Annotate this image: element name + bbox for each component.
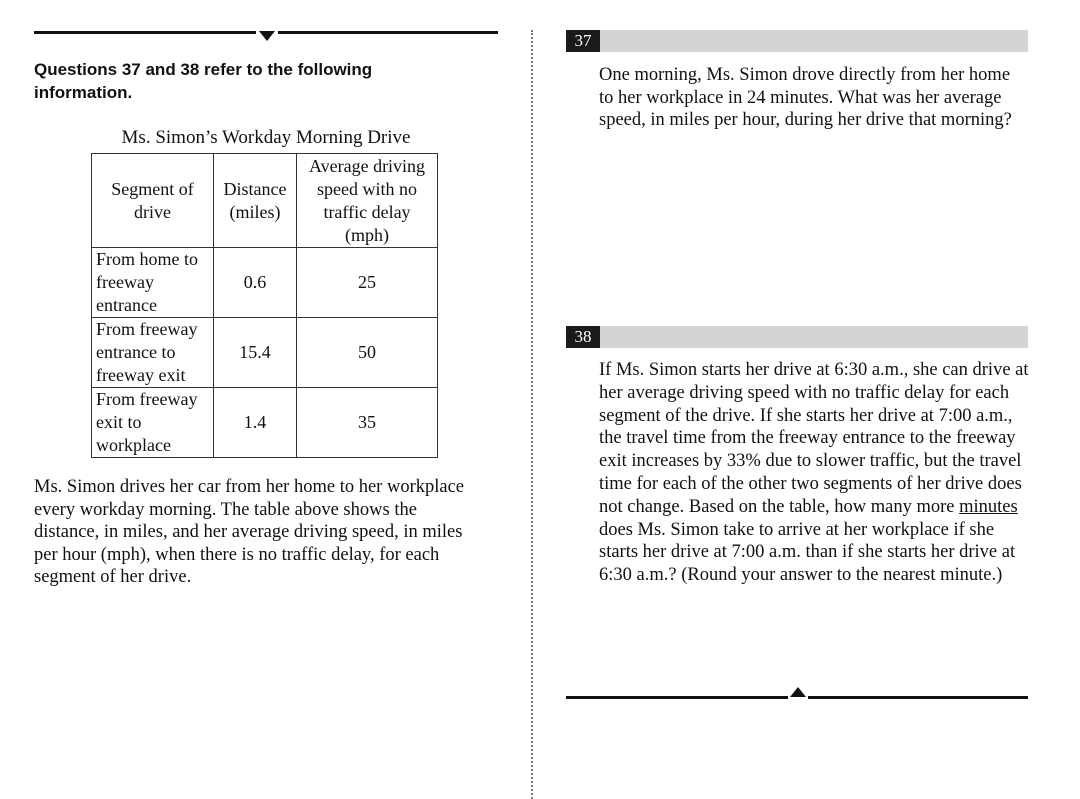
table-row bbox=[92, 388, 438, 458]
cell-speed: 25 bbox=[297, 248, 438, 318]
question-37-bar bbox=[566, 30, 1028, 52]
header-segment: Segment of drive bbox=[92, 154, 214, 248]
question-38-number: 38 bbox=[566, 326, 600, 348]
cell-speed: 50 bbox=[297, 318, 438, 388]
question-38-text-end: does Ms. Simon take to arrive at her workplace if she starts her drive at 7:00 a.m. than if she starts her drive at 6:30 a.m.? (Round your answer to the nearest minute.) bbox=[599, 519, 1016, 586]
cell-distance: 1.4 bbox=[214, 388, 297, 458]
info-paragraph: Ms. Simon drives her car from her home to her workplace every workday morning. The table above shows the distance, in miles, and her average driving speed, in miles per hour (mph), when there is no traffic delay, for each segment of her drive. bbox=[34, 477, 464, 587]
cell-segment: From freeway exit to workplace bbox=[92, 388, 214, 458]
question-37-number: 37 bbox=[566, 30, 600, 52]
question-37-text: One morning, Ms. Simon drove directly from her home to her workplace in 24 minutes. What was her average speed, in miles per hour, during her drive that morning? bbox=[599, 65, 1012, 130]
questions-heading: Questions 37 and 38 refer to the following information. bbox=[34, 60, 373, 102]
table-title: Ms. Simon’s Workday Morning Drive bbox=[121, 127, 411, 148]
column-divider bbox=[531, 30, 533, 799]
cell-segment: From home to freeway entrance bbox=[92, 248, 214, 318]
cell-speed: 35 bbox=[297, 388, 438, 458]
table-header-row bbox=[92, 154, 438, 248]
cell-distance: 0.6 bbox=[214, 248, 297, 318]
drive-table bbox=[91, 153, 438, 458]
cell-segment: From freeway entrance to freeway exit bbox=[92, 318, 214, 388]
table-row bbox=[92, 318, 438, 388]
triangle-up-icon bbox=[790, 687, 806, 697]
header-speed: Average driving speed with no traffic delay (mph) bbox=[297, 154, 438, 248]
triangle-down-icon bbox=[259, 31, 275, 41]
question-38-bar bbox=[566, 326, 1028, 348]
question-38-underlined-word: minutes bbox=[959, 496, 1018, 517]
question-38-text-start: If Ms. Simon starts her drive at 6:30 a.m., she can drive at her average driving speed with no traffic delay for each segment of the drive. If she starts her drive at 7:00 a.m., the travel time from the freeway entrance to the freeway exit increases by 33% due to slower traffic, but the travel time for each of the other two segments of her drive does not change. Based on the table, how many more bbox=[599, 360, 1029, 517]
header-distance: Distance (miles) bbox=[214, 154, 297, 248]
table-row bbox=[92, 248, 438, 318]
bottom-divider bbox=[566, 693, 1028, 703]
question-38-text bbox=[599, 359, 1031, 587]
top-divider bbox=[34, 31, 498, 34]
cell-distance: 15.4 bbox=[214, 318, 297, 388]
